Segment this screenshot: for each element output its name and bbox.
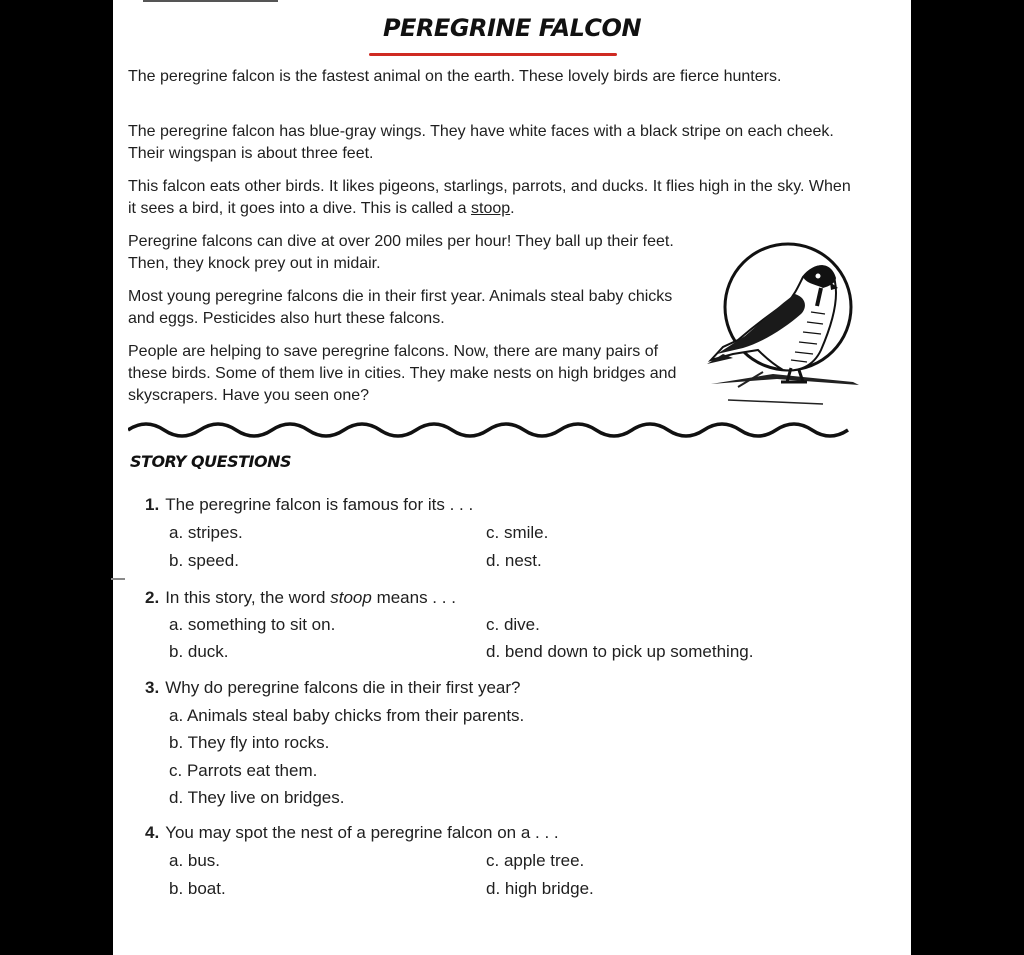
q2-option-b[interactable]: b. duck. [169, 642, 229, 661]
q3-option-b[interactable]: b. They fly into rocks. [169, 733, 330, 752]
paragraph-4: Peregrine falcons can dive at over 200 miles per hour! They ball up their feet. Then, they knock prey out in midair. [128, 233, 674, 272]
paragraph-6: People are helping to save peregrine falcons. Now, there are many pairs of these birds. Some of them live in cities. They make nests on high bridges and skyscrapers. Have you seen one? [128, 343, 677, 404]
question-4 [145, 822, 865, 844]
question-number: 3. [145, 678, 160, 697]
question-text-before: In this story, the word [165, 588, 326, 607]
question-number: 2. [145, 588, 160, 607]
title-underline [369, 53, 617, 56]
question-2 [145, 587, 865, 609]
q4-option-b[interactable]: b. boat. [169, 879, 226, 898]
question-text-italic: stoop [330, 588, 372, 607]
q1-option-b[interactable]: b. speed. [169, 551, 239, 570]
q2-option-c[interactable]: c. dive. [486, 615, 540, 634]
falcon-illustration [703, 232, 863, 412]
wavy-divider [128, 420, 858, 440]
question-number: 1. [145, 495, 160, 514]
question-3 [145, 677, 865, 699]
page-title: PEREGRINE FALCON [382, 14, 642, 42]
q2-option-a[interactable]: a. something to sit on. [169, 615, 336, 634]
q1-option-c[interactable]: c. smile. [486, 523, 549, 542]
q4-option-a[interactable]: a. bus. [169, 851, 221, 870]
paragraph-3-text: This falcon eats other birds. It likes pigeons, starlings, parrots, and ducks. It flies high in the sky. When it sees a bird, it goes into a dive. This is called a [128, 178, 851, 217]
paragraph-2: The peregrine falcon has blue-gray wings. They have white faces with a black stripe on each cheek. Their wingspan is about three feet. [128, 123, 834, 162]
q2-option-d[interactable]: d. bend down to pick up something. [486, 642, 754, 661]
margin-mark [111, 578, 125, 580]
falcon-eye [816, 274, 821, 279]
q3-option-d[interactable]: d. They live on bridges. [169, 788, 345, 807]
stoop-word: stoop [471, 200, 511, 217]
paragraph-1: The peregrine falcon is the fastest animal on the earth. These lovely birds are fierce hunters. [128, 68, 782, 85]
question-text: The peregrine falcon is famous for its . . . [165, 495, 474, 514]
question-1 [145, 494, 865, 516]
q3-option-c[interactable]: c. Parrots eat them. [169, 761, 318, 780]
q1-option-d[interactable]: d. nest. [486, 551, 542, 570]
worksheet-page [113, 0, 911, 955]
paragraph-5: Most young peregrine falcons die in their first year. Animals steal baby chicks and eggs. Pesticides also hurt these falcons. [128, 288, 673, 327]
q1-option-a[interactable]: a. stripes. [169, 523, 243, 542]
question-number: 4. [145, 823, 160, 842]
question-text-after: means . . . [376, 588, 456, 607]
top-edge-line [143, 0, 278, 2]
q3-option-a[interactable]: a. Animals steal baby chicks from their parents. [169, 706, 525, 725]
stoop-period: . [510, 200, 515, 217]
q4-option-c[interactable]: c. apple tree. [486, 851, 585, 870]
question-text: Why do peregrine falcons die in their first year? [165, 678, 521, 697]
q4-option-d[interactable]: d. high bridge. [486, 879, 594, 898]
section-title: STORY QUESTIONS [130, 452, 291, 471]
perch-line [728, 400, 823, 404]
paragraph-3 [128, 176, 863, 220]
question-text: You may spot the nest of a peregrine falcon on a . . . [165, 823, 559, 842]
